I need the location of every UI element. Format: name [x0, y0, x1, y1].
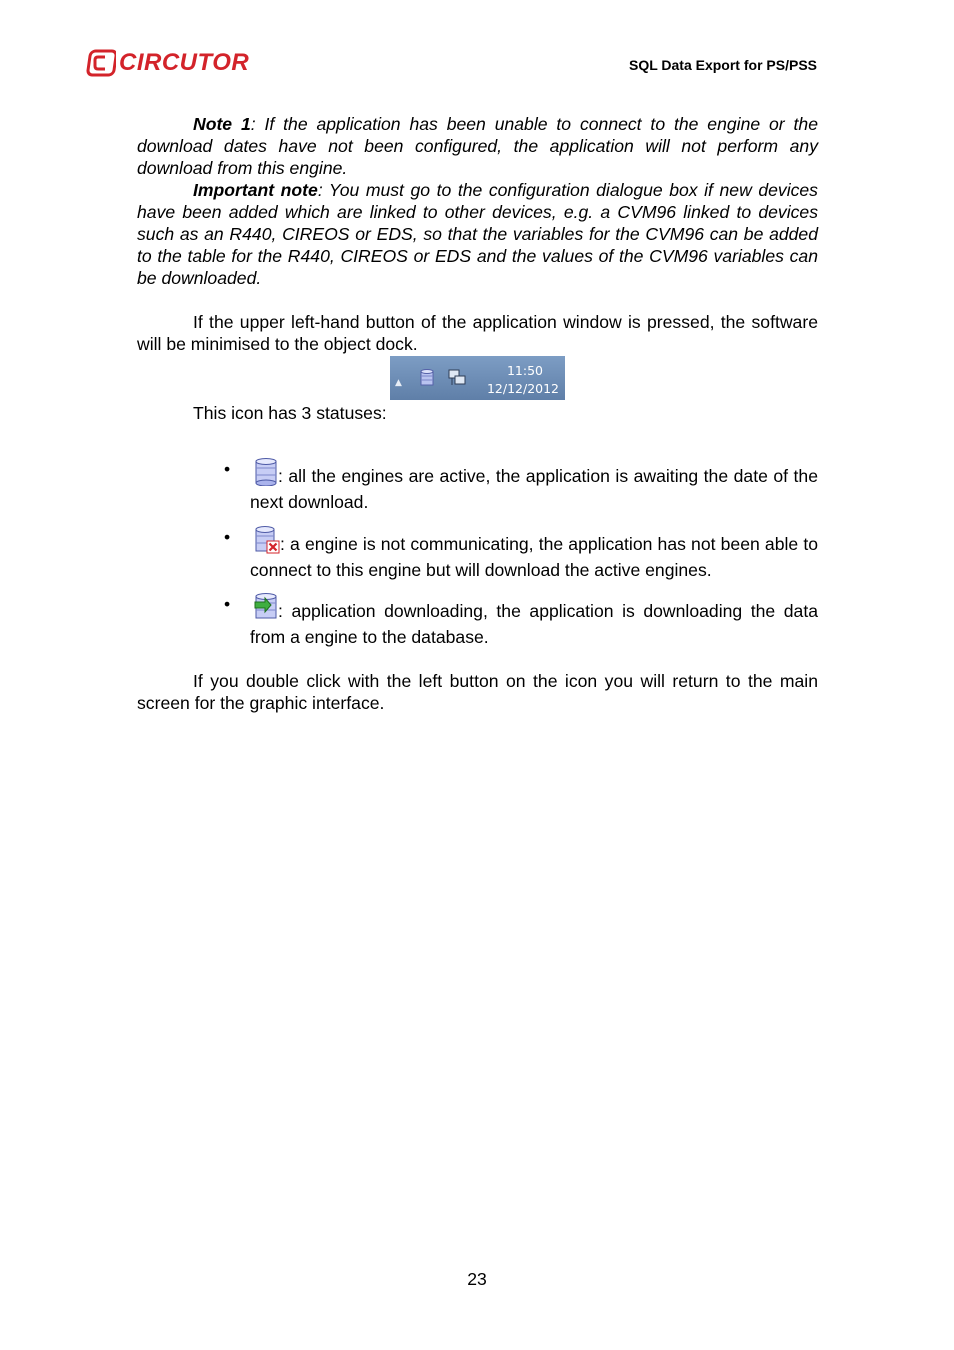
circutor-logo	[86, 49, 249, 77]
page-number: 23	[467, 1269, 487, 1289]
circutor-logo-icon	[86, 49, 116, 77]
status-item-error: • : a engine is not communicating, the application has not been able to connect to this engine but will download the active engines.	[224, 527, 818, 580]
status-item-active: • : all the engines are active, the application is awaiting the date of the next download.	[224, 459, 818, 512]
minimise-paragraph: If the upper left-hand button of the application window is pressed, the software will be minimised to the object dock.	[137, 312, 818, 354]
logo-text: CIRCUTOR	[119, 49, 250, 76]
important-note-text: : You must go to the configuration dialogue box if new devices have been added which are linked to other devices, e.g. a CVM96 linked to devices such as an R440, CIREOS or EDS, so that the variables for the CVM96 can be added to the table for the R440, CIREOS or EDS and the values of the CVM96 variables can be downloaded.	[137, 180, 818, 288]
network-icon	[448, 369, 468, 393]
taskbar-screenshot	[390, 356, 565, 400]
status-downloading-text: : application downloading, the application is downloading the data from a engine to the database.	[250, 601, 818, 647]
important-note-paragraph	[137, 179, 818, 289]
note-1-label: Note 1	[193, 114, 251, 134]
status-error-text: : a engine is not communicating, the application has not been able to connect to this engine but will download the active engines.	[250, 534, 818, 580]
database-download-icon	[254, 593, 278, 626]
up-arrow-icon: ▲	[395, 378, 402, 388]
taskbar-time: 11:50	[506, 363, 543, 378]
database-icon	[254, 458, 278, 491]
status-active-text: : all the engines are active, the application is awaiting the date of the next download.	[250, 466, 818, 512]
page-content	[137, 113, 818, 714]
note-1-text: : If the application has been unable to connect to the engine or the download dates have not been configured, the application will not perform any download from this engine.	[137, 114, 818, 178]
double-click-paragraph: If you double click with the left button on the icon you will return to the main screen for the graphic interface.	[137, 671, 818, 713]
taskbar-date: 12/12/2012	[486, 381, 559, 396]
statuses-intro: This icon has 3 statuses:	[193, 403, 387, 423]
important-note-label: Important note	[193, 180, 318, 200]
status-list	[137, 458, 818, 648]
database-error-icon	[254, 526, 280, 559]
note-1-paragraph	[137, 113, 818, 179]
status-item-downloading: • : application downloading, the application is downloading the data from a engine to the database.	[224, 594, 818, 647]
header-title: SQL Data Export for PS/PSS	[628, 57, 817, 73]
database-icon	[420, 369, 434, 393]
